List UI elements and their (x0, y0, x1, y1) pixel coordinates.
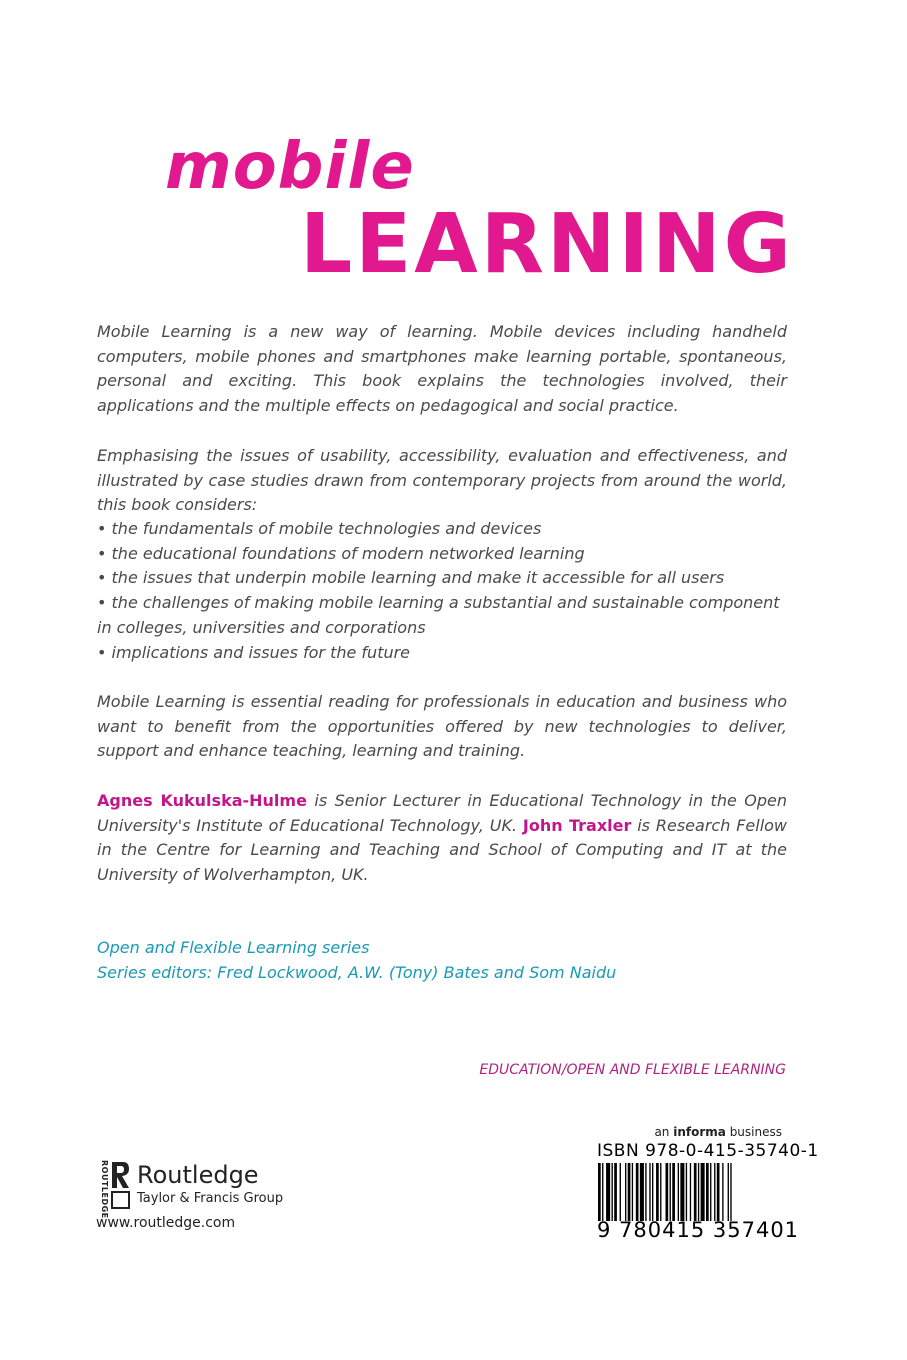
barcode-bar (628, 1163, 631, 1221)
barcode-bar (670, 1163, 671, 1221)
description-paragraph-2: Emphasising the issues of usability, accessibility, evaluation and effectiveness, and illustrated by case studies drawn from contemporary projects from around the world, this book considers: (97, 446, 787, 514)
title-mobile: mobile (165, 130, 415, 204)
author-bio (97, 789, 787, 887)
barcode-bar (636, 1163, 639, 1221)
barcode (598, 1163, 782, 1221)
barcode-bar (690, 1163, 691, 1221)
routledge-r-icon (109, 1160, 131, 1210)
publisher-group: Taylor & Francis Group (137, 1191, 284, 1206)
publisher-name: Routledge (137, 1161, 259, 1189)
informa-suffix: business (725, 1125, 782, 1139)
barcode-bar (680, 1163, 684, 1221)
description-paragraph-1: Mobile Learning is a new way of learning. Mobile devices including handheld computers, mobile phones and smartphones make learning portable, spontaneous, personal and exciting. This book explains the technologies involved, their applications and the multiple effects on pedagogical and social practice. (97, 322, 787, 415)
barcode-bar (652, 1163, 653, 1221)
barcode-bar (620, 1163, 621, 1221)
barcode-bar (649, 1163, 650, 1221)
barcode-bar (678, 1163, 679, 1221)
description-paragraph-3: Mobile Learning is essential reading for professionals in education and business who want to benefit from the opportunities offered by new technologies to deliver, support and enhance teaching, learning and training. (97, 692, 787, 760)
author-name-2: John Traxler (522, 815, 632, 835)
list-item: • the challenges of making mobile learning a substantial and sustainable component (97, 593, 780, 613)
barcode-bar (686, 1163, 687, 1221)
list-item: • the fundamentals of mobile technologies and devices (97, 519, 542, 538)
barcode-bar (728, 1163, 729, 1221)
barcode-bar (672, 1163, 675, 1221)
informa-tagline (654, 1125, 782, 1139)
series-name: Open and Flexible Learning series (97, 938, 370, 957)
barcode-bar (612, 1163, 613, 1221)
barcode-digits: 9 780415 357401 (597, 1218, 800, 1242)
isbn-label: ISBN 978-0-415-35740-1 (597, 1141, 819, 1161)
barcode-bar (717, 1163, 720, 1221)
barcode-bar (706, 1163, 709, 1221)
barcode-bar (698, 1163, 699, 1221)
list-item: • the issues that underpin mobile learning and make it accessible for all users (97, 568, 725, 588)
barcode-bar (632, 1163, 633, 1221)
barcode-bar (656, 1163, 659, 1221)
series-editors: Series editors: Fred Lockwood, A.W. (Tony) Bates and Som Naidu (97, 962, 617, 982)
list-item: in colleges, universities and corporations (97, 617, 426, 637)
barcode-bar (701, 1163, 705, 1221)
barcode-bar (730, 1163, 731, 1221)
author-bio-1: is Senior Lecturer in Educational Technology in the Open University's Institute of Educational Technology, UK. (97, 791, 787, 835)
logo-vertical-text: ROUTLEDGE (100, 1160, 109, 1219)
barcode-bar (598, 1163, 601, 1221)
barcode-bar (625, 1163, 626, 1221)
list-item: • the educational foundations of modern networked learning (97, 543, 585, 563)
barcode-bar (710, 1163, 711, 1221)
barcode-bar (602, 1163, 603, 1221)
informa-prefix: an (654, 1125, 674, 1139)
publisher-logo (95, 1160, 295, 1219)
title-learning: LEARNING (300, 197, 794, 292)
list-item: • implications and issues for the future (97, 642, 411, 662)
publisher-website: www.routledge.com (96, 1215, 236, 1231)
barcode-bar (640, 1163, 644, 1221)
barcode-bar (645, 1163, 646, 1221)
barcode-bar (722, 1163, 723, 1221)
subject-category: EDUCATION/OPEN AND FLEXIBLE LEARNING (479, 1062, 786, 1078)
barcode-bar (714, 1163, 715, 1221)
barcode-bar (606, 1163, 610, 1221)
series-info (97, 936, 616, 985)
author-name-1: Agnes Kukulska-Hulme (97, 791, 307, 810)
barcode-bar (694, 1163, 697, 1221)
barcode-bar (660, 1163, 661, 1221)
barcode-bar (614, 1163, 617, 1221)
author-bio-2: is Research Fellow in the Centre for Learning and Teaching and School of Computing and IT at the University of Wolverhampton, UK. (97, 815, 788, 884)
topics-list (97, 517, 797, 665)
barcode-bar (666, 1163, 669, 1221)
informa-brand: informa (673, 1125, 726, 1139)
